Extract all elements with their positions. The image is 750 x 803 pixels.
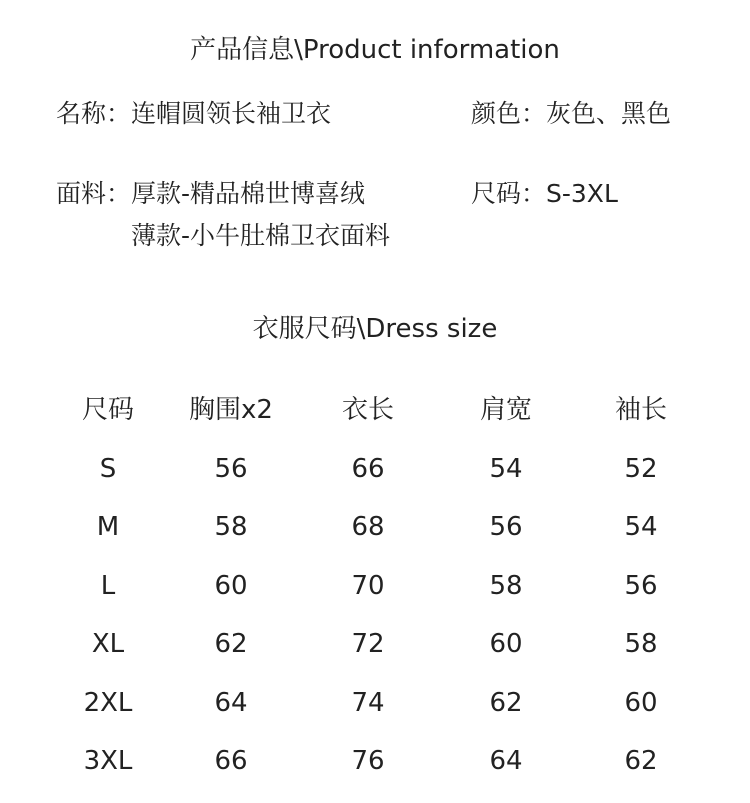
sleeve-cell: 56 <box>624 570 658 601</box>
length-cell: 72 <box>351 629 385 659</box>
shoulder-cell: 60 <box>489 629 523 659</box>
chest-cell: 64 <box>214 687 248 718</box>
length-cell: 66 <box>351 453 385 484</box>
table-row <box>0 507 750 566</box>
length-cell: 68 <box>351 512 385 542</box>
table-row <box>0 683 750 742</box>
length-cell: 76 <box>351 746 385 776</box>
shoulder-cell: 58 <box>489 570 523 601</box>
table-header-row <box>0 390 750 449</box>
size-cell: S <box>99 453 117 484</box>
fabric-line-1: 厚款-精品棉世博喜绒 <box>131 179 366 208</box>
shoulder-cell: 56 <box>489 512 523 542</box>
length-cell: 74 <box>351 687 385 718</box>
length-cell: 70 <box>351 570 385 601</box>
name-value: 连帽圆领长袖卫衣 <box>131 99 332 128</box>
shoulder-cell: 54 <box>489 453 523 484</box>
size-row <box>471 181 618 206</box>
sleeve-cell: 60 <box>624 687 658 718</box>
size-cell: XL <box>91 629 125 659</box>
chest-cell: 60 <box>214 570 248 601</box>
header-length: 衣长 <box>341 395 394 425</box>
size-cell: L <box>100 570 116 601</box>
table-row <box>0 624 750 683</box>
shoulder-cell: 64 <box>489 746 523 776</box>
chest-cell: 56 <box>214 453 248 484</box>
color-row <box>471 101 671 126</box>
chest-cell: 58 <box>214 512 248 542</box>
fabric-line-2: 薄款-小牛肚棉卫衣面料 <box>131 221 391 250</box>
chest-cell: 66 <box>214 746 248 776</box>
header-chest: 胸围x2 <box>189 395 273 425</box>
shoulder-cell: 62 <box>489 687 523 718</box>
header-size: 尺码 <box>81 395 134 425</box>
table-row <box>0 741 750 800</box>
color-label: 颜色： <box>471 99 547 128</box>
sleeve-cell: 54 <box>624 512 658 542</box>
size-cell: M <box>96 512 120 542</box>
fabric-label: 面料： <box>56 179 132 208</box>
header-shoulder: 肩宽 <box>479 395 532 425</box>
name-label: 名称： <box>56 99 132 128</box>
size-label: 尺码： <box>471 179 547 208</box>
header-sleeve: 袖长 <box>614 395 667 425</box>
size-cell: 3XL <box>83 746 133 776</box>
sleeve-cell: 52 <box>624 453 658 484</box>
size-table <box>0 390 750 800</box>
size-value: S-3XL <box>546 179 618 208</box>
color-value: 灰色、黑色 <box>546 99 672 128</box>
name-row <box>56 101 331 126</box>
table-row <box>0 566 750 625</box>
fabric-row <box>56 181 365 206</box>
sleeve-cell: 62 <box>624 746 658 776</box>
table-row <box>0 449 750 508</box>
sleeve-cell: 58 <box>624 629 658 659</box>
chest-cell: 62 <box>214 629 248 659</box>
product-info-title: 产品信息\Product information <box>190 35 560 65</box>
size-cell: 2XL <box>83 687 133 718</box>
size-chart-title: 衣服尺码\Dress size <box>252 314 498 344</box>
